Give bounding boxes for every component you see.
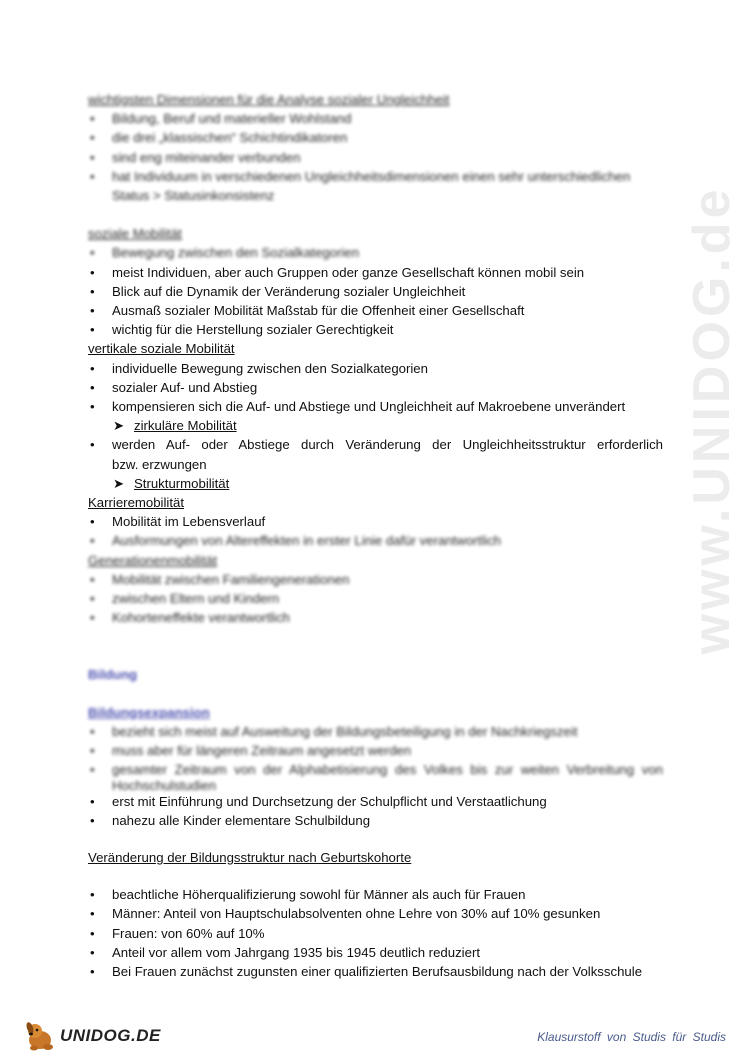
list-item: • Kohorteneffekte verantwortlich <box>88 608 663 627</box>
list-item: • erst mit Einführung und Durchsetzung der Schulpflicht und Verstaatlichung <box>88 792 663 811</box>
list-item: • Mobilität zwischen Familiengenerationen <box>88 570 663 589</box>
list-item-continuation: Status > Statusinkonsistenz <box>112 188 275 204</box>
list-item-continuation: Hochschulstudien <box>112 779 217 792</box>
list-item: • Bildung, Beruf und materieller Wohlstand <box>88 109 663 128</box>
list-item: • werden Auf- oder Abstiege durch Veränderung der Ungleichheitsstruktur erforderlich <box>88 435 663 454</box>
list-item: • muss aber für längeren Zeitraum angesetzt werden <box>88 741 663 760</box>
list-item: • sind eng miteinander verbunden <box>88 148 663 167</box>
document-content <box>88 90 663 981</box>
arrow-icon: ➤ <box>113 475 125 491</box>
list-item: • Bewegung zwischen den Sozialkategorien <box>88 243 663 262</box>
page-footer <box>0 1008 750 1060</box>
list-item: • hat Individuum in verschiedenen Ungleichheitsdimensionen einen sehr unterschiedlichen <box>88 167 663 186</box>
list-item: • Ausmaß sozialer Mobilität Maßstab für die Offenheit einer Gesellschaft <box>88 301 663 320</box>
list-item: • Ausformungen von Altereffekten in erster Linie dafür verantwortlich <box>88 531 663 550</box>
sub-list-item <box>88 416 663 435</box>
dog-icon <box>22 1018 62 1054</box>
list-item: • bezieht sich meist auf Ausweitung der Bildungsbeteiligung in der Nachkriegszeit <box>88 722 663 741</box>
section-heading-soziale-mobilitaet: soziale Mobilität <box>88 226 182 242</box>
unidog-logo[interactable] <box>22 1018 172 1054</box>
list-item: • Frauen: von 60% auf 10% <box>88 924 663 943</box>
section-heading-dimensionen: wichtigsten Dimensionen für die Analyse sozialer Ungleichheit <box>88 92 450 107</box>
list-item: • Anteil vor allem vom Jahrgang 1935 bis 1945 deutlich reduziert <box>88 943 663 962</box>
section-heading-bildungsstruktur: Veränderung der Bildungsstruktur nach Geburtskohorte <box>88 849 412 865</box>
list-item: • Mobilität im Lebensverlauf <box>88 512 663 531</box>
list-item: • sozialer Auf- und Abstieg <box>88 378 663 397</box>
section-heading-vertikale-mobilitaet: vertikale soziale Mobilität <box>88 341 235 357</box>
list-item: • die drei „klassischen“ Schichtindikatoren <box>88 128 663 147</box>
watermark: www.UNIDOG.de <box>683 185 741 655</box>
list-item: • gesamter Zeitraum von der Alphabetisierung des Volkes bis zur weiten Verbreitung von <box>88 760 663 779</box>
logo-text: UNIDOG.DE <box>60 1026 161 1045</box>
list-item: • zwischen Eltern und Kindern <box>88 589 663 608</box>
list-item: • kompensieren sich die Auf- und Abstiege und Ungleichheit auf Makroebene unverändert <box>88 397 663 416</box>
sub-item-label: Strukturmobilität <box>134 475 230 491</box>
list-item: • wichtig für die Herstellung sozialer Gerechtigkeit <box>88 320 663 339</box>
section-heading-bildungsexpansion: Bildungsexpansion <box>88 704 210 720</box>
footer-slogan: Klausurstoff von Studis für Studis <box>537 1030 726 1044</box>
sub-item-label: zirkuläre Mobilität <box>134 418 237 434</box>
arrow-icon: ➤ <box>113 418 125 434</box>
list-item: • beachtliche Höherqualifizierung sowohl für Männer als auch für Frauen <box>88 885 663 904</box>
section-heading-karrieremobilitaet: Karrieremobilität <box>88 495 185 511</box>
list-item: • nahezu alle Kinder elementare Schulbildung <box>88 811 663 830</box>
list-item: • Männer: Anteil von Hauptschulabsolventen ohne Lehre von 30% auf 10% gesunken <box>88 904 663 923</box>
chapter-heading-bildung: Bildung <box>88 667 138 683</box>
section-heading-generationenmobilitaet: Generationenmobilität <box>88 552 218 568</box>
list-item-continuation: bzw. erzwungen <box>112 456 207 472</box>
list-item: • meist Individuen, aber auch Gruppen oder ganze Gesellschaft können mobil sein <box>88 263 663 282</box>
list-item: • individuelle Bewegung zwischen den Sozialkategorien <box>88 359 663 378</box>
list-item: • Bei Frauen zunächst zugunsten einer qualifizierten Berufsausbildung nach der Volksschule <box>88 962 663 981</box>
list-item: • Blick auf die Dynamik der Veränderung sozialer Ungleichheit <box>88 282 663 301</box>
sub-list-item <box>88 474 663 493</box>
